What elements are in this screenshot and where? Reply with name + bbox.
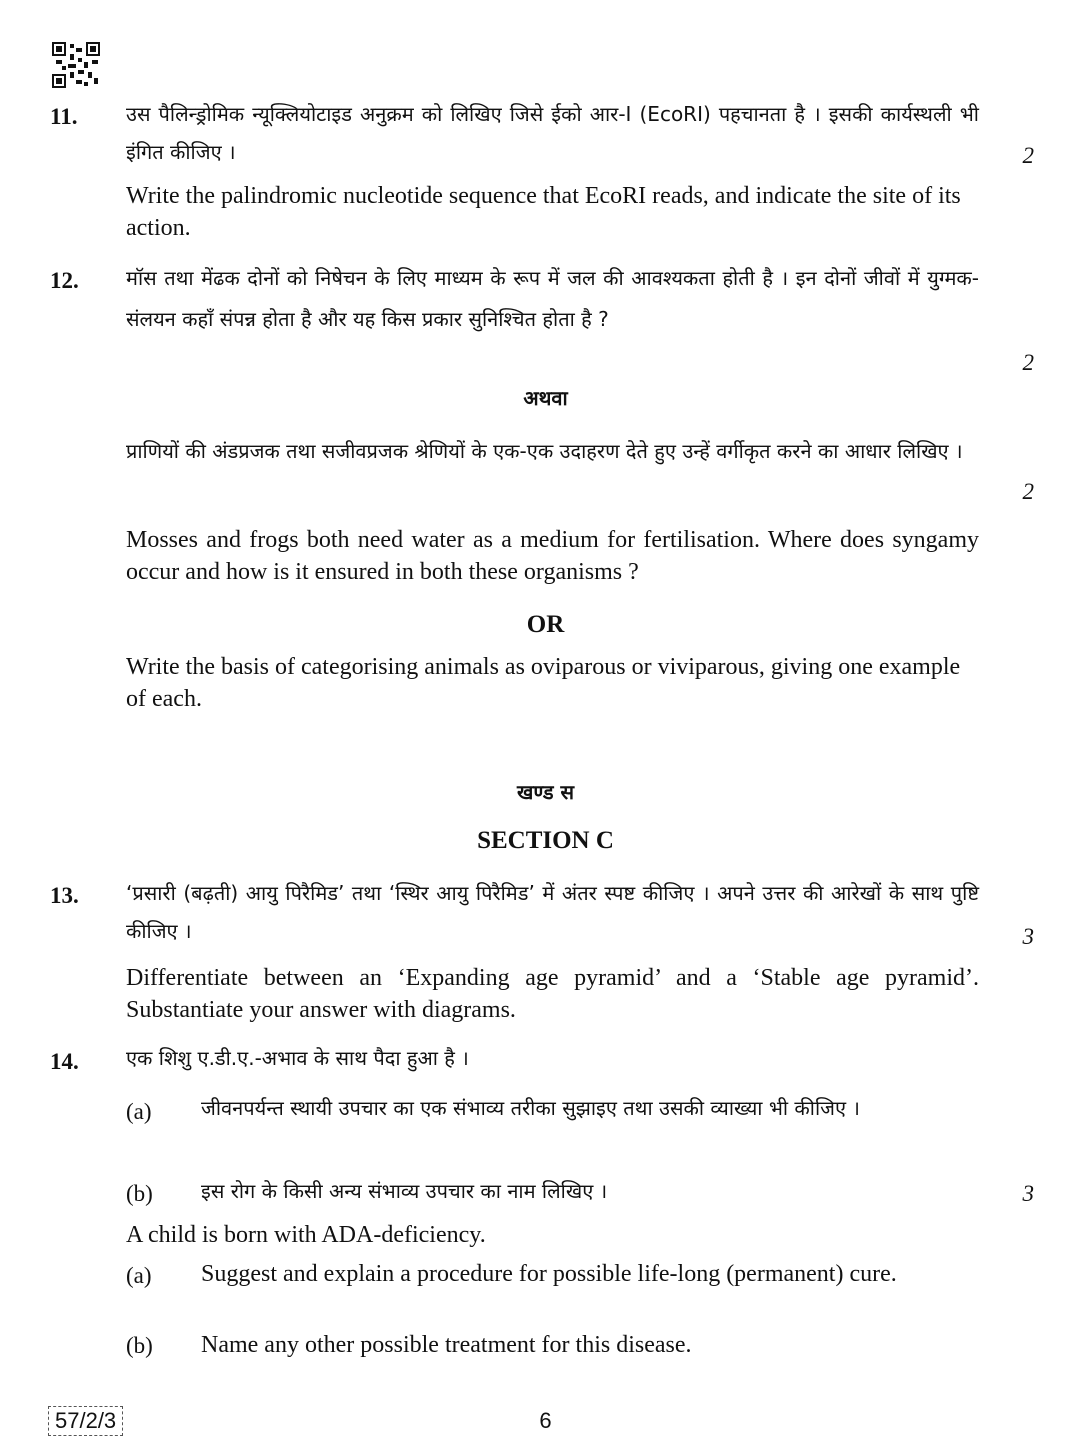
marks: 2 (1022, 350, 1034, 375)
question-text-english: A child is born with ADA-deficiency. (126, 1222, 486, 1248)
subquestion-label: (a) (126, 1263, 152, 1288)
subquestion-label: (b) (126, 1333, 153, 1358)
or-label-english: OR (526, 611, 565, 638)
question-text-english: Differentiate between an ‘Expanding age pyramid’ and a ‘Stable age pyramid’. Substantiate your answer with diagrams. (126, 965, 979, 1023)
page-number: 6 (539, 1408, 552, 1433)
question-number: 14. (50, 1049, 79, 1074)
subquestion-text-hindi: इस रोग के किसी अन्य संभाव्य उपचार का नाम लिखिए । (201, 1179, 608, 1203)
alternative-question-hindi: प्राणियों की अंडप्रजक तथा सजीवप्रजक श्रेणियों के एक-एक उदाहरण देते हुए उन्हें वर्गीकृत करने का आधार लिखिए । (126, 439, 963, 463)
question-text-hindi: मॉस तथा मेंढक दोनों को निषेचन के लिए माध्यम के रूप में जल की आवश्यकता होती है । इन दोनों जीवों में युग्मक-संलयन कहाँ संपन्न होता है और यह किस प्रकार सुनिश्चित होता है ? (126, 266, 979, 331)
question-text-english: Write the palindromic nucleotide sequence that EcoRI reads, and indicate the site of its action. (126, 183, 961, 241)
section-title-english: SECTION C (477, 827, 614, 854)
paper-code: 57/2/3 (48, 1406, 123, 1436)
question-text-hindi: ‘प्रसारी (बढ़ती) आयु पिरैमिड’ तथा ‘स्थिर आयु पिरैमिड’ में अंतर स्पष्ट कीजिए । अपने उत्तर की आरेखों के साथ पुष्टि कीजिए । (126, 881, 979, 943)
marks: 2 (1022, 143, 1034, 168)
qr-code-icon (52, 42, 100, 88)
subquestion-label: (b) (126, 1181, 153, 1206)
subquestion-text-hindi: जीवनपर्यन्त स्थायी उपचार का एक संभाव्य तरीका सुझाइए तथा उसकी व्याख्या भी कीजिए । (201, 1096, 860, 1120)
question-number: 12. (50, 268, 79, 293)
alternative-question-english: Write the basis of categorising animals as oviparous or viviparous, giving one example of each. (126, 654, 961, 712)
subquestion-text-english: Suggest and explain a procedure for possible life-long (permanent) cure. (201, 1261, 897, 1287)
subquestion-label: (a) (126, 1099, 152, 1124)
question-text-hindi: एक शिशु ए.डी.ए.-अभाव के साथ पैदा हुआ है । (126, 1046, 469, 1070)
marks: 3 (1022, 1181, 1034, 1206)
subquestion-text-english: Name any other possible treatment for this disease. (201, 1332, 692, 1358)
question-text-hindi: उस पैलिन्ड्रोमिक न्यूक्लियोटाइड अनुक्रम को लिखिए जिसे ईको आर-I (EcoRI) पहचानता है । इसकी कार्यस्थली भी इंगित कीजिए । (126, 102, 979, 164)
section-title-hindi: खण्ड स (516, 780, 575, 804)
question-number: 11. (50, 104, 78, 129)
or-label-hindi: अथवा (523, 386, 568, 410)
marks: 3 (1022, 924, 1034, 949)
marks: 2 (1022, 479, 1034, 504)
question-text-english: Mosses and frogs both need water as a medium for fertilisation. Where does syngamy occur and how is it ensured in both these organisms ? (126, 527, 979, 585)
question-number: 13. (50, 883, 79, 908)
